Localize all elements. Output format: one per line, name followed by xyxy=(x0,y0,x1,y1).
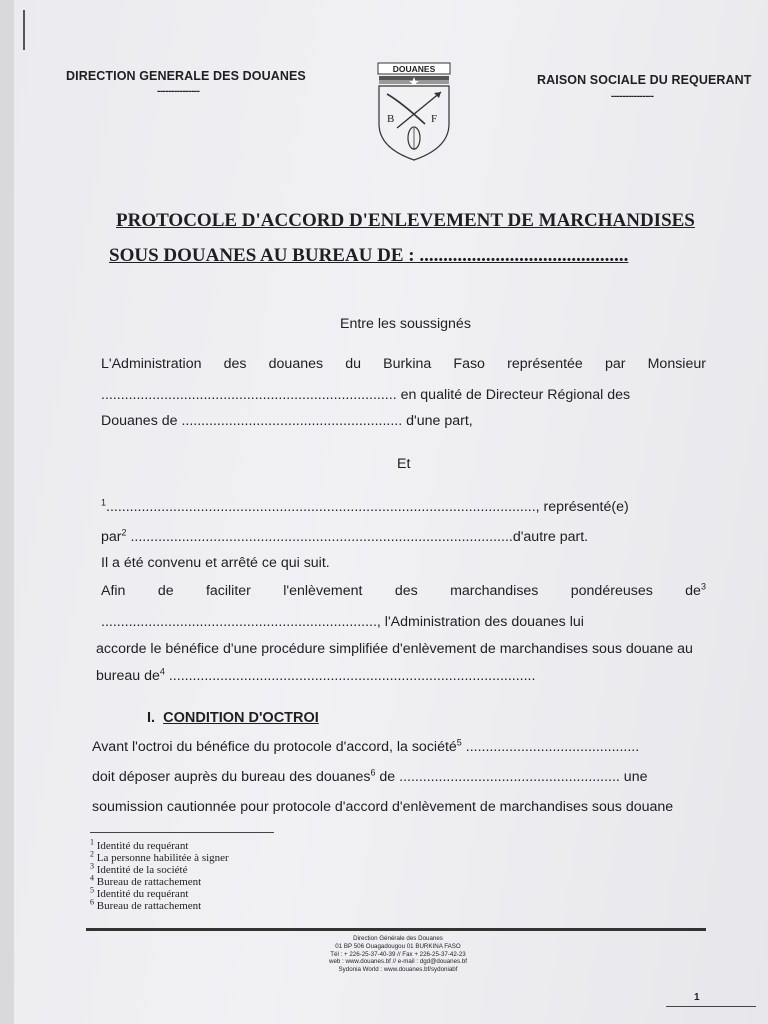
footer-rule-bottom xyxy=(666,1006,756,1007)
emblem-letter-f: F xyxy=(431,113,438,125)
footnote-item: $^5$ Identité du requérant xyxy=(90,885,189,900)
header-right-title: RAISON SOCIALE DU REQUERANT xyxy=(537,73,752,87)
purpose-line4: bureau $de^4$ ............................................................................................. xyxy=(96,666,536,684)
section-title: CONDITION D'OCTROI xyxy=(163,710,319,726)
customs-emblem xyxy=(373,62,455,162)
footer-rule xyxy=(86,928,706,931)
footnote-item: $^4$ Bureau de rattachement xyxy=(90,873,202,888)
party2-line1: $^1$............................................................................................................., représenté(e) xyxy=(101,497,629,515)
condition-line1: Avant l'octroi du bénéfice du protocole d'accord, la société$^5$ ............................................ xyxy=(92,737,640,755)
et-label: Et xyxy=(397,456,411,472)
header-left-dots: --------------- xyxy=(157,86,200,97)
header-left-title: DIRECTION GENERALE DES DOUANES xyxy=(66,69,306,83)
entre-les-soussignes: Entre les soussignés xyxy=(340,316,471,332)
emblem-banner: DOUANES xyxy=(392,64,436,74)
section-number: I. xyxy=(147,710,156,726)
purpose-line3: accorde le bénéfice d'une procédure simplifiée d'enlèvement de marchandises sous douane au xyxy=(96,641,693,657)
footer-line: Direction Générale des Douanes xyxy=(353,935,443,942)
footnote-item: $^3$ Identité de la société xyxy=(90,861,188,876)
footnote-item: $^2$ La personne habilitée à signer xyxy=(90,849,229,864)
section-heading xyxy=(147,711,319,726)
footnote-rule xyxy=(90,832,274,833)
footnote-item: $^6$ Bureau de rattachement xyxy=(90,897,202,912)
footer-line: 01 BP 506 Ouagadougou 01 BURKINA FASO xyxy=(335,942,461,950)
party2-line2: par$^2$ .................................................................................................d'autre part. xyxy=(101,527,589,545)
binder-mark xyxy=(23,10,25,50)
document-title-line2: SOUS DOUANES AU BUREAU DE : ............................................ xyxy=(109,245,629,266)
party1-line2: ........................................................................... en qualité de Directeur Régional des xyxy=(101,387,631,403)
document-title-line1: PROTOCOLE D'ACCORD D'ENLEVEMENT DE MARCHANDISES xyxy=(116,210,695,231)
emblem-letter-b: B xyxy=(387,113,395,125)
footer-line: web : www.douanes.bf // e-mail : dgd@douanes.bf xyxy=(328,958,467,966)
footer-line: Tél : + 226-25-37-40-39 // Fax + 226-25-37-42-23 xyxy=(330,950,466,958)
page-number: 1 xyxy=(694,992,700,1003)
footer-line: Sydonia World : www.douanes.bf/sydoniabf xyxy=(338,966,458,973)
header-right-dots: --------------- xyxy=(611,91,654,102)
condition-line2: doit déposer auprès du bureau des douanes$^6$ de ........................................................ une xyxy=(92,767,648,785)
purpose-line1: Afin de faciliter l'enlèvement des marchandises pondéreuses $de^3$ xyxy=(101,581,706,599)
footnotes xyxy=(90,837,229,912)
purpose-line2: ......................................................................, l'Administration des douanes lui xyxy=(101,614,584,630)
condition-line3: soumission cautionnée pour protocole d'accord d'enlèvement de marchandises sous douane xyxy=(92,799,674,815)
footer-address xyxy=(248,935,548,974)
footnote-item: $^1$ Identité du requérant xyxy=(90,837,189,852)
party1-line1: L'Administration des douanes du Burkina Faso représentée par Monsieur xyxy=(101,356,706,372)
convenu-line: Il a été convenu et arrêté ce qui suit. xyxy=(101,555,330,571)
party1-line3: Douanes de ........................................................ d'une part, xyxy=(101,413,473,429)
